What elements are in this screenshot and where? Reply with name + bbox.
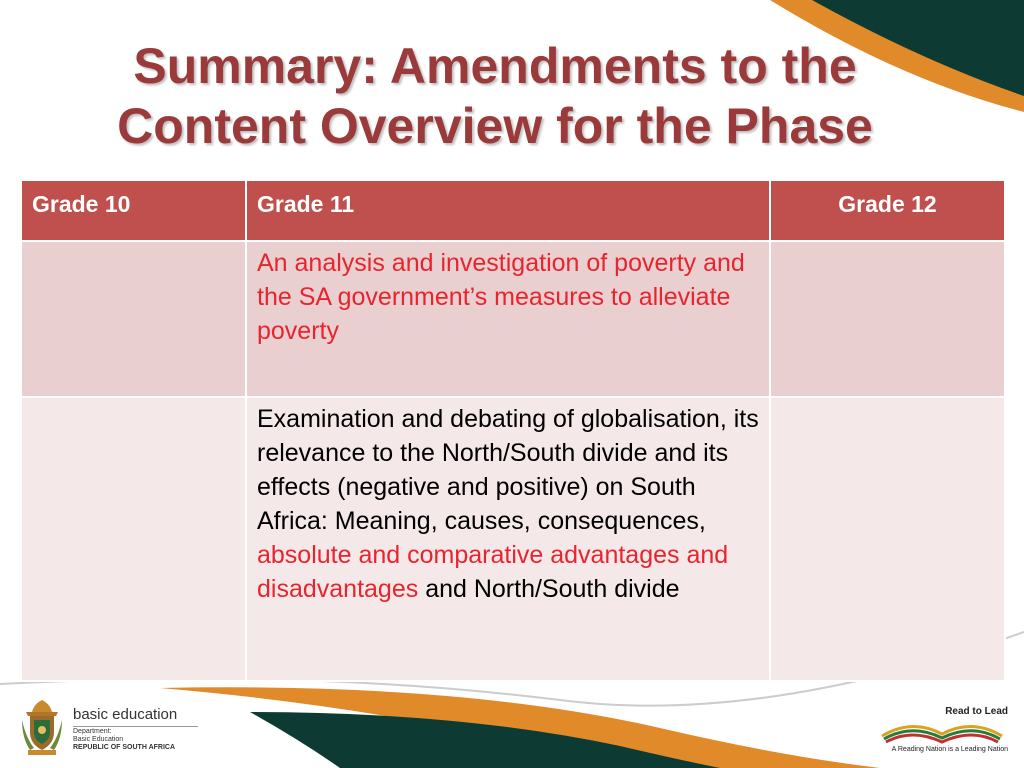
- coat-of-arms-icon: [20, 698, 64, 756]
- page-title-line2: Content Overview for the Phase: [117, 98, 873, 154]
- row2-text-highlight: absolute and comparative advantages and disadvantages: [257, 541, 729, 603]
- dept-name: basic education: [73, 706, 178, 723]
- dept-line-1: Department:: [73, 728, 112, 735]
- read-to-lead-text: Read to Lead: [945, 706, 1008, 717]
- page-title-line1: Summary: Amendments to the: [133, 38, 857, 94]
- dept-line-3: REPUBLIC OF SOUTH AFRICA: [73, 744, 176, 751]
- table-header-row: [21, 180, 1005, 241]
- header-grade-11: Grade 11: [246, 180, 770, 241]
- dept-subtext: [73, 728, 175, 752]
- header-grade-10: Grade 10: [21, 180, 246, 241]
- read-to-lead-logo: [872, 698, 1012, 762]
- row1-grade12-cell: [770, 241, 1005, 397]
- row2-text-part3: and North/South divide: [425, 575, 680, 603]
- row2-text-part1: Examination and debating of globalisation, its relevance to the North/South divide and its effects (negative and positive) on South Africa: Meaning, causes, consequences,: [257, 405, 759, 535]
- row2-grade11-cell: [246, 397, 770, 681]
- dept-line-2: Basic Education: [73, 736, 124, 743]
- slogan-text: A Reading Nation is a Leading Nation: [891, 746, 1008, 753]
- dept-divider: [73, 726, 198, 727]
- row2-grade10-cell: [21, 397, 246, 681]
- content-overview-table: [20, 179, 1006, 682]
- dept-logo: [20, 698, 220, 758]
- row1-grade10-cell: [21, 241, 246, 397]
- header-grade-12: Grade 12: [770, 180, 1005, 241]
- table-row: [21, 241, 1005, 397]
- row2-grade12-cell: [770, 397, 1005, 681]
- row1-grade11-cell: An analysis and investigation of poverty and the SA government’s measures to alleviate poverty: [246, 241, 770, 397]
- open-book-icon: [878, 714, 1006, 744]
- table-row: [21, 397, 1005, 681]
- page-title: [0, 36, 990, 156]
